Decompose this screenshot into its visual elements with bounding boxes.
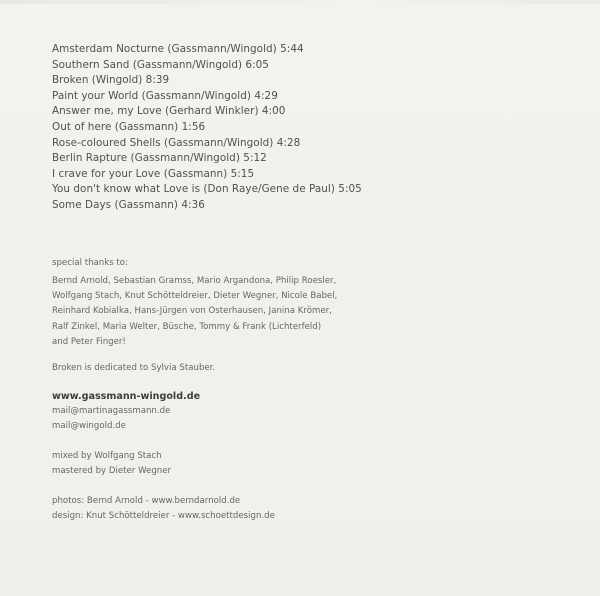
- thanks-line: Reinhard Kobialka, Hans-Jürgen von Osterhausen, Janina Krömer,: [52, 306, 332, 317]
- thanks-line: Ralf Zinkel, Maria Welter, Büsche, Tommy & Frank (Lichterfeld): [52, 321, 322, 332]
- track-item: Paint your World (Gassmann/Wingold) 4:29: [52, 89, 278, 102]
- track-item: Rose-coloured Shells (Gassmann/Wingold) 4:28: [52, 136, 301, 149]
- track-item: Berlin Rapture (Gassmann/Wingold) 5:12: [52, 152, 267, 165]
- track-item: You don't know what Love is (Don Raye/Gene de Paul) 5:05: [52, 183, 362, 196]
- mixed-credit: mixed by Wolfgang Stach: [52, 451, 162, 461]
- thanks-list: [52, 274, 352, 350]
- thanks-line: Bernd Arnold, Sebastian Gramss, Mario Argandona, Philip Roesler,: [52, 276, 337, 286]
- track-item: Amsterdam Nocturne (Gassmann/Wingold) 5:44: [52, 43, 304, 55]
- thanks-heading: special thanks to:: [52, 258, 128, 268]
- track-item: I crave for your Love (Gassmann) 5:15: [52, 167, 255, 180]
- track-item: Out of here (Gassmann) 1:56: [52, 120, 206, 133]
- design-credit: design: Knut Schötteldreier - www.schoettdesign.de: [52, 511, 275, 521]
- dedication-text: Broken is dedicated to Sylvia Stauber.: [52, 363, 216, 373]
- website-link: www.gassmann-wingold.de: [52, 391, 201, 402]
- photos-credit: photos: Bernd Arnold - www.berndarnold.de: [52, 496, 241, 506]
- track-item: Southern Sand (Gassmann/Wingold) 6:05: [52, 58, 269, 71]
- thanks-line: and Peter Finger!: [52, 336, 126, 347]
- email-address: mail@wingold.de: [52, 421, 126, 431]
- page-top-edge: [0, 0, 600, 4]
- mastered-credit: mastered by Dieter Wegner: [52, 466, 172, 476]
- email-address: mail@martinagassmann.de: [52, 406, 171, 416]
- track-item: Broken (Wingold) 8:39: [52, 74, 170, 87]
- tracklist: [52, 42, 362, 214]
- track-item: Some Days (Gassmann) 4:36: [52, 198, 205, 211]
- thanks-line: Wolfgang Stach, Knut Schötteldreier, Dieter Wegner, Nicole Babel,: [52, 291, 338, 302]
- track-item: Answer me, my Love (Gerhard Winkler) 4:00: [52, 105, 286, 118]
